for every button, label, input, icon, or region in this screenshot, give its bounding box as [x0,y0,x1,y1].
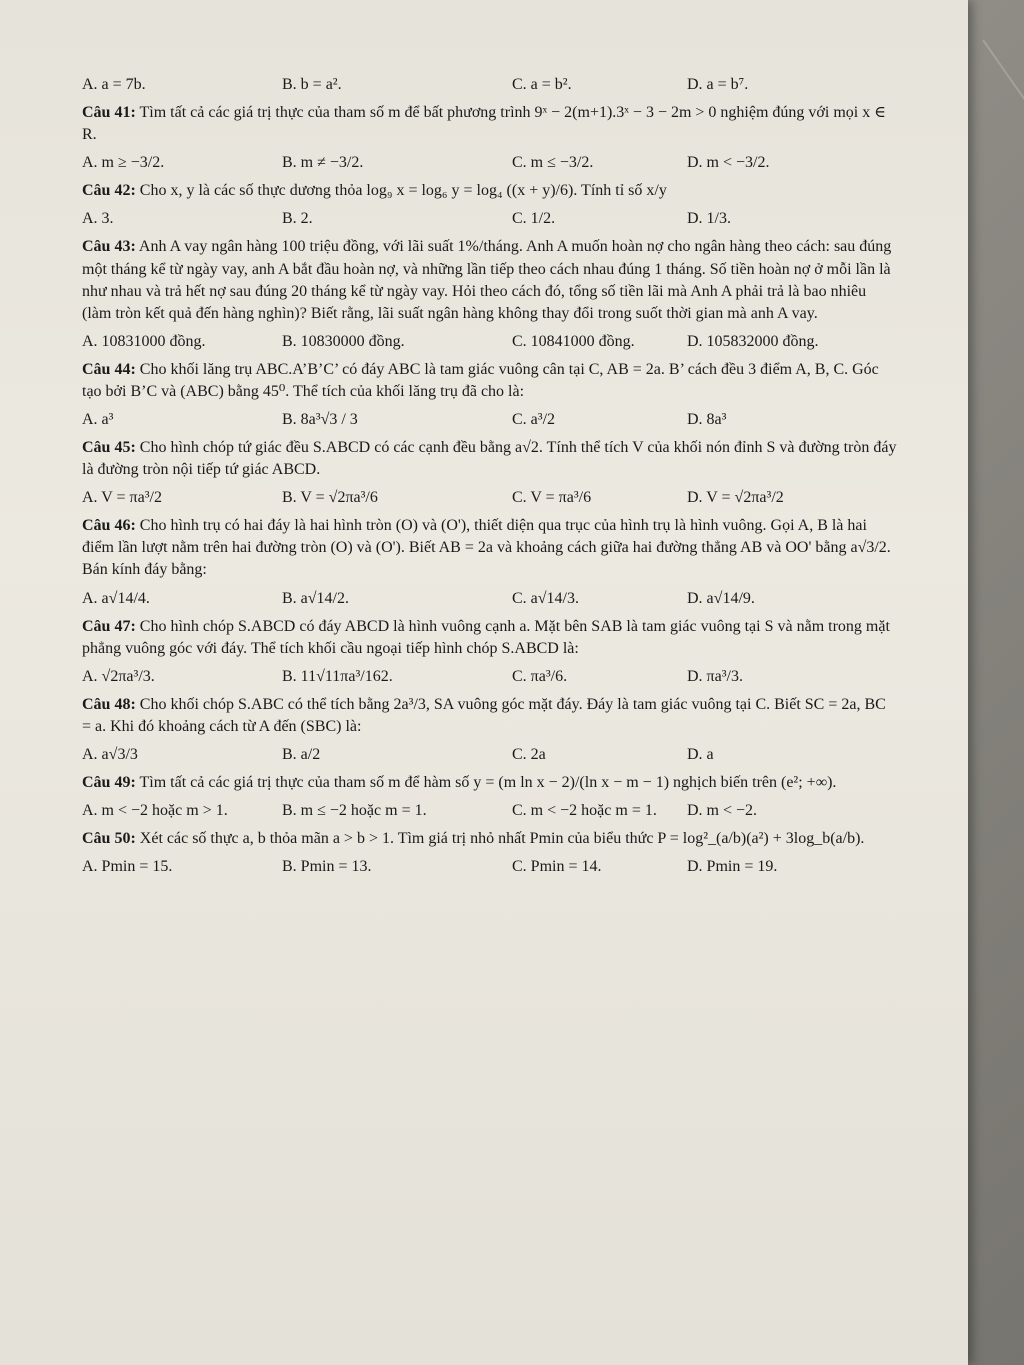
option-a: A. √2πa³/3. [82,667,155,685]
option-d: D. m < −3/2. [687,154,770,172]
question-text: Anh A vay ngân hàng 100 triệu đồng, với lãi suất 1%/tháng. Anh A muốn hoàn nợ cho ngân hàng theo cách: sau đúng một tháng kể từ ngày vay, anh A bắt đầu hoàn nợ, và những lần tiếp theo cách nhau đúng 1 tháng. Số tiền hoàn nợ ở mỗi lần là như nhau và trả hết nợ sau đúng 20 tháng kể từ ngày vay. Hỏi theo cách đó, tổng số tiền lãi mà Anh A phải trả là bao nhiêu (làm tròn kết quả đến hàng nghìn)? Biết rằng, lãi suất ngân hàng không thay đổi trong suốt thời gian mà anh A vay. [82,238,892,322]
question-46 [82,515,897,581]
option-a: A. a³ [82,411,114,429]
question-text: Cho hình trụ có hai đáy là hai hình tròn (O) và (O'), thiết diện qua trục của hình trụ là hình vuông. Gọi A, B là hai điểm lần lượt nằm trên hai đường tròn (O) và (O'). Biết AB = 2a và khoảng cách giữa hai đường thẳng AB và OO' bằng a√3/2. Bán kính đáy bằng: [82,517,891,579]
option-d: D. πa³/3. [687,667,743,685]
question-49-options [82,800,897,822]
question-text: Cho khối lăng trụ ABC.A’B’C’ có đáy ABC là tam giác vuông cân tại C, AB = 2a. B’ cách đều 3 điểm A, B, C. Góc tạo bởi B’C và (ABC) bằng 45⁰. Thể tích của khối lăng trụ đã cho là: [82,360,879,400]
question-48-options [82,744,897,766]
question-43 [82,236,897,324]
option-b: B. 10830000 đồng. [282,332,405,350]
question-label: Câu 45: [82,439,136,457]
question-42-options [82,208,897,230]
question-text: Tìm tất cả các giá trị thực của tham số m để hàm số y = (m ln x − 2)/(ln x − m − 1) nghịch biến trên (e²; +∞). [139,774,837,792]
option-d: D. V = √2πa³/2 [687,489,784,507]
question-label: Câu 44: [82,360,136,378]
question-label: Câu 41: [82,104,136,122]
question-45 [82,437,897,481]
option-a: A. a√14/4. [82,589,150,607]
option-c: C. a³/2 [512,411,556,429]
q40-option-a: A. a = 7b. [82,76,146,93]
question-41-options [82,152,897,174]
option-c: C. 2a [512,746,546,764]
option-a: A. m < −2 hoặc m > 1. [82,802,228,820]
question-label: Câu 47: [82,617,136,635]
question-46-options [82,588,897,610]
option-b: B. 2. [282,210,313,228]
question-44-options [82,409,897,431]
option-d: D. 105832000 đồng. [687,332,819,350]
question-label: Câu 50: [82,830,136,848]
option-a: A. 3. [82,210,114,228]
q40-options [82,74,897,96]
option-d: D. 1/3. [687,210,731,228]
option-b: B. a/2 [282,746,321,764]
question-text: Tìm tất cả các giá trị thực của tham số m để bất phương trình 9ˣ − 2(m+1).3ˣ − 3 − 2m > 0 nghiệm đúng với mọi x ∈ R. [82,104,887,144]
question-50 [82,828,897,850]
q40-option-b: B. b = a². [282,76,342,93]
question-50-options [82,856,897,878]
question-42 [82,180,897,202]
question-43-options [82,331,897,353]
q40-option-c: C. a = b². [512,76,572,93]
question-48 [82,694,897,738]
exam-page-content [82,70,897,1350]
option-d: D. 8a³ [687,411,727,429]
option-b: B. m ≤ −2 hoặc m = 1. [282,802,427,820]
option-a: A. 10831000 đồng. [82,332,206,350]
question-text: Cho x, y là các số thực dương thỏa log₉ x = log₆ y = log₄ ((x + y)/6). Tính tỉ số x/y [139,182,667,200]
option-c: C. 1/2. [512,210,556,228]
question-41 [82,102,897,146]
option-a: A. a√3/3 [82,746,138,764]
question-text: Xét các số thực a, b thỏa mãn a > b > 1. Tìm giá trị nhỏ nhất Pmin của biểu thức P = log²_(a/b)(a²) + 3log_b(a/b). [139,830,865,848]
option-b: B. V = √2πa³/6 [282,489,378,507]
option-d: D. m < −2. [687,802,758,820]
option-a: A. m ≥ −3/2. [82,154,165,172]
option-c: C. m ≤ −3/2. [512,154,594,172]
q40-option-d: D. a = b⁷. [687,76,749,93]
option-d: D. a [687,746,714,764]
question-label: Câu 49: [82,774,136,792]
option-d: D. a√14/9. [687,589,755,607]
question-47 [82,616,897,660]
question-label: Câu 48: [82,695,136,713]
question-49 [82,772,897,794]
option-b: B. a√14/2. [282,589,349,607]
option-b: B. 8a³√3 / 3 [282,411,358,429]
option-a: A. Pmin = 15. [82,858,173,876]
option-d: D. Pmin = 19. [687,858,778,876]
option-a: A. V = πa³/2 [82,489,162,507]
option-c: C. m < −2 hoặc m = 1. [512,802,657,820]
question-label: Câu 46: [82,517,136,535]
question-47-options [82,666,897,688]
option-c: C. Pmin = 14. [512,858,602,876]
option-c: C. a√14/3. [512,589,579,607]
option-b: B. Pmin = 13. [282,858,372,876]
option-c: C. πa³/6. [512,667,568,685]
question-text: Cho hình chóp tứ giác đều S.ABCD có các cạnh đều bằng a√2. Tính thể tích V của khối nón đỉnh S và đường tròn đáy là đường tròn nội tiếp tứ giác ABCD. [82,439,897,479]
question-text: Cho khối chóp S.ABC có thể tích bằng 2a³/3, SA vuông góc mặt đáy. Đáy là tam giác vuông tại C. Biết SC = 2a, BC = a. Khi đó khoảng cách từ A đến (SBC) là: [82,695,886,735]
question-label: Câu 42: [82,182,136,200]
option-b: B. 11√11πa³/162. [282,667,393,685]
option-c: C. V = πa³/6 [512,489,592,507]
option-c: C. 10841000 đồng. [512,332,635,350]
question-45-options [82,487,897,509]
question-label: Câu 43: [82,238,136,256]
option-b: B. m ≠ −3/2. [282,154,364,172]
question-text: Cho hình chóp S.ABCD có đáy ABCD là hình vuông cạnh a. Mặt bên SAB là tam giác vuông tại S và nằm trong mặt phẳng vuông góc với đáy. Thể tích khối cầu ngoại tiếp hình chóp S.ABCD là: [82,617,890,657]
question-44 [82,359,897,403]
